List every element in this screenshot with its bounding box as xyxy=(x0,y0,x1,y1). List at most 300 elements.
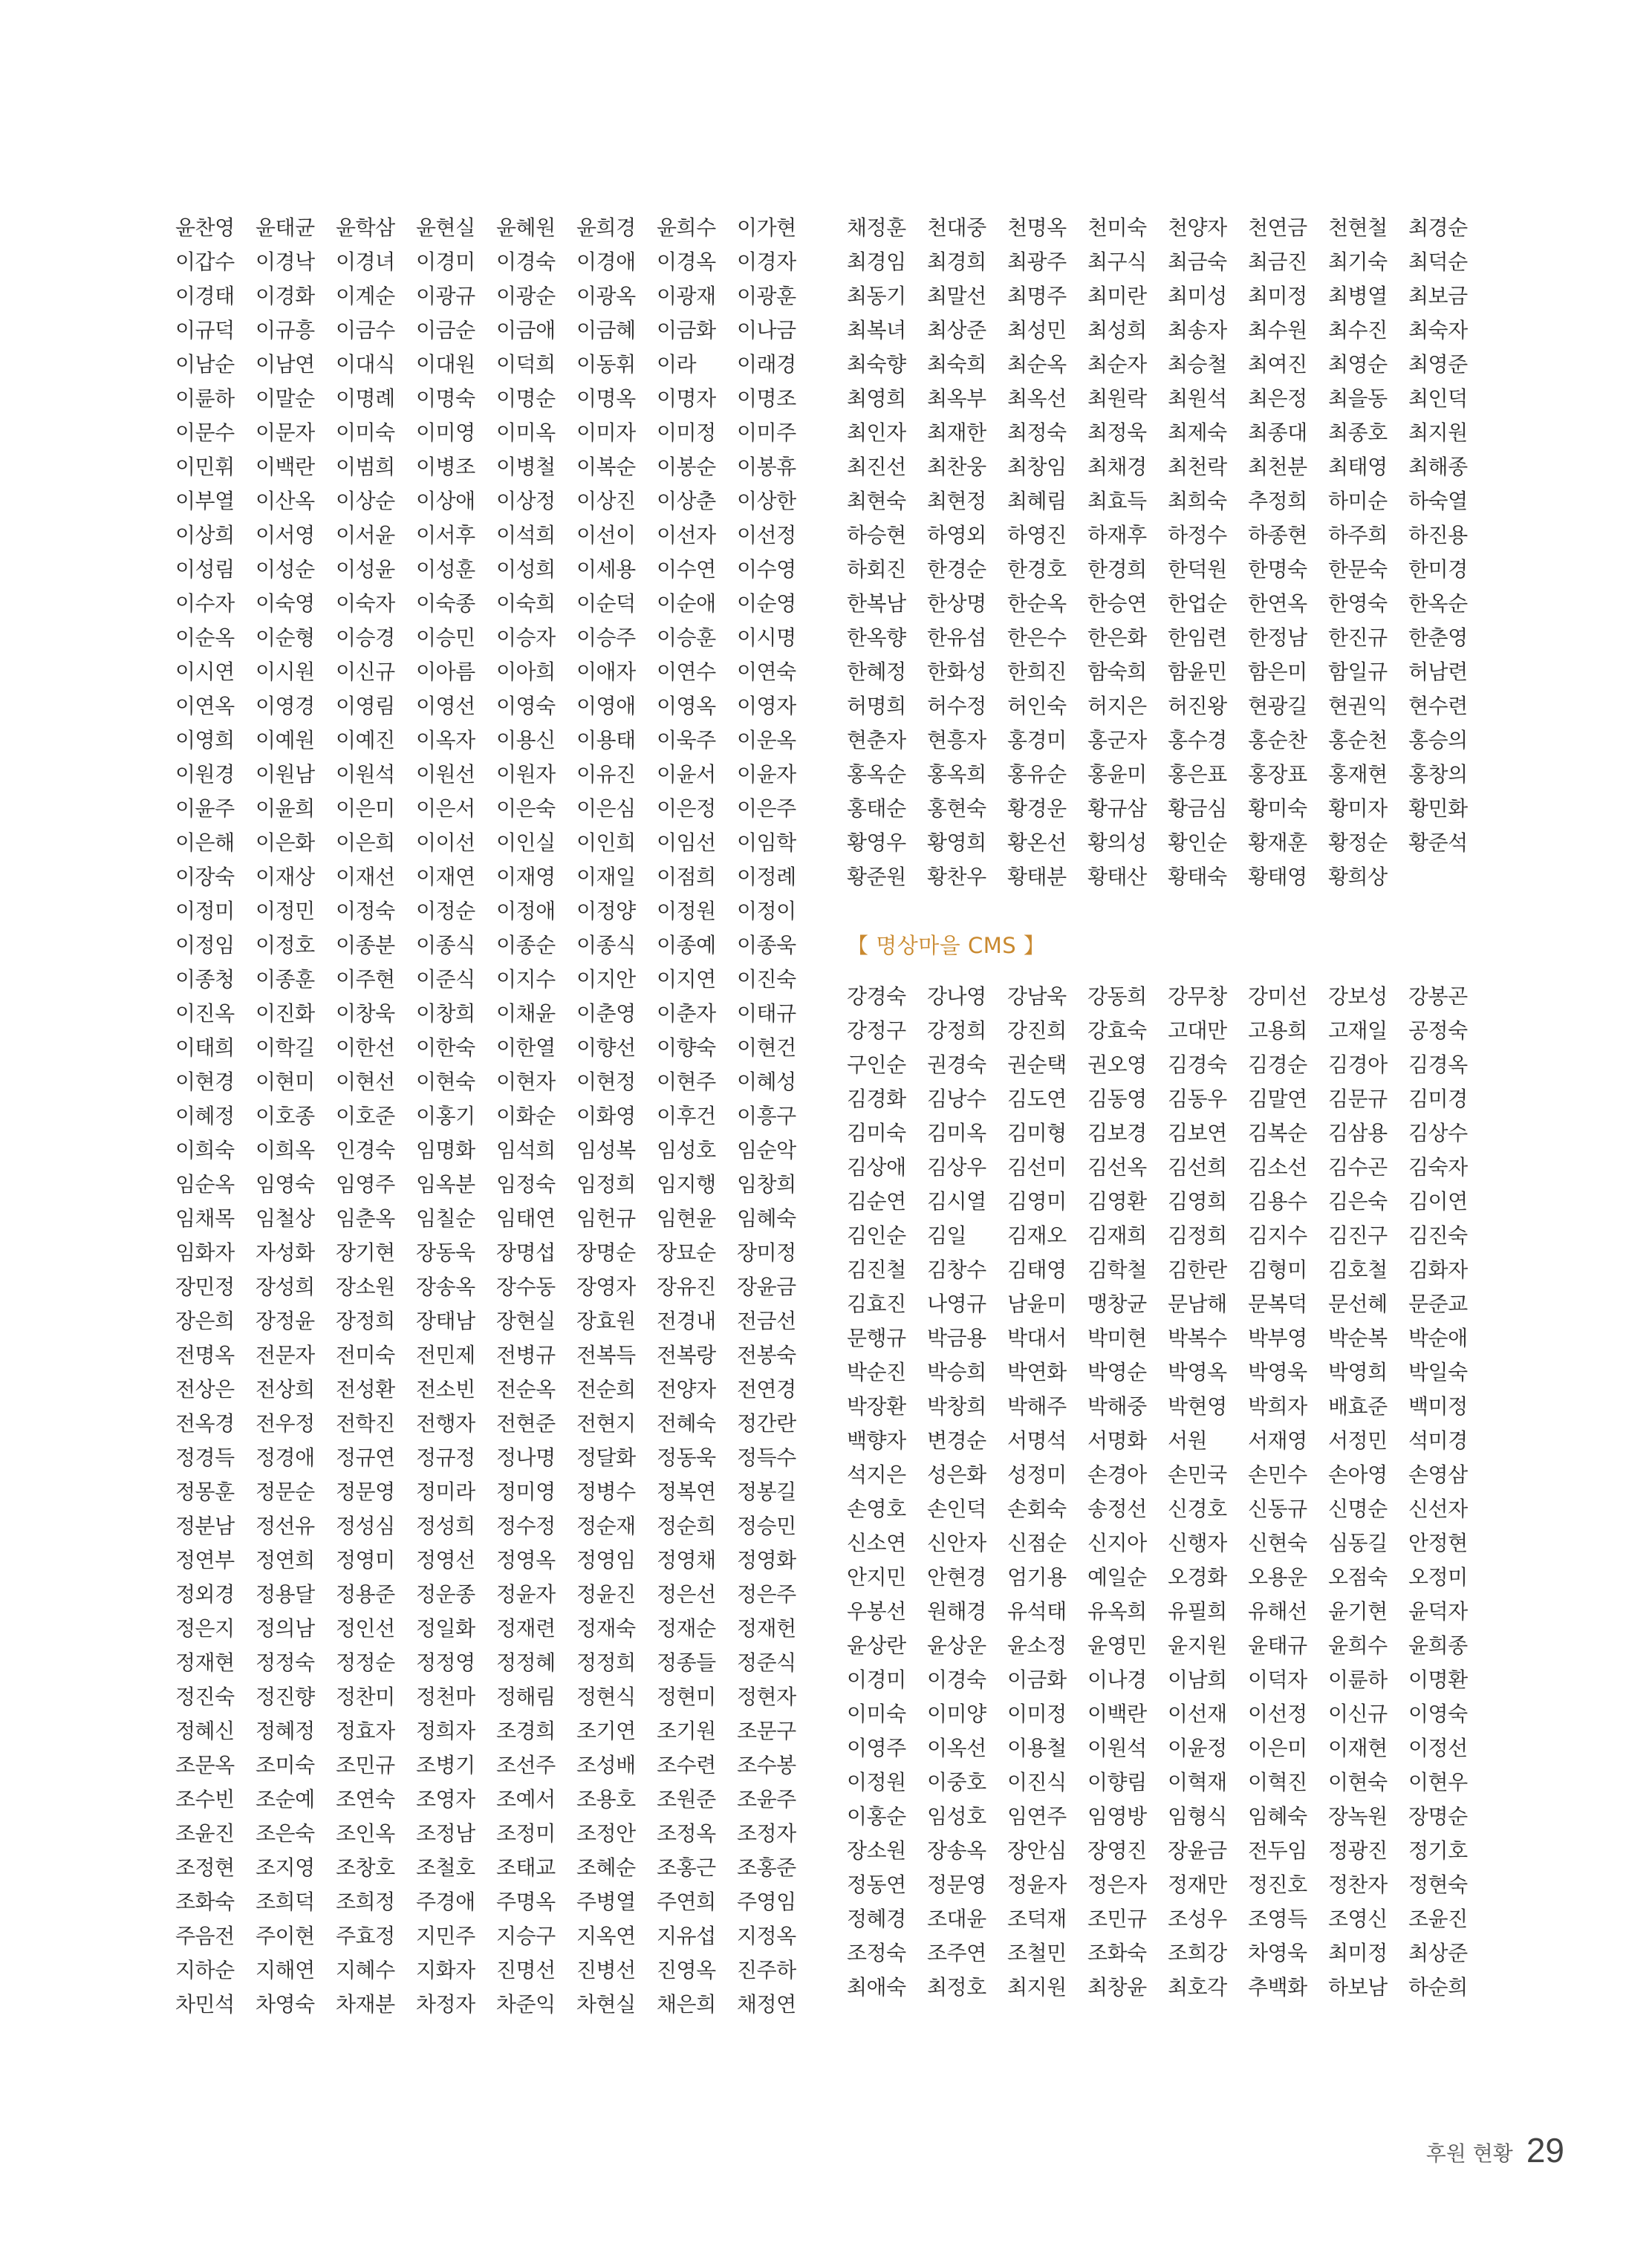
donor-name: 최종대 xyxy=(1248,420,1307,445)
donor-name: 이정숙 xyxy=(336,899,395,923)
donor-name: 전복랑 xyxy=(657,1343,716,1367)
name-row xyxy=(847,655,1486,689)
donor-name: 한정남 xyxy=(1248,625,1307,650)
donor-name: 김복순 xyxy=(1248,1121,1307,1145)
donor-name: 이종식 xyxy=(576,933,636,957)
donor-name: 정달화 xyxy=(576,1445,636,1470)
donor-name: 이혁재 xyxy=(1168,1770,1227,1794)
donor-name: 조선주 xyxy=(496,1753,556,1777)
donor-name: 정재련 xyxy=(496,1616,556,1641)
donor-name: 홍옥희 xyxy=(927,762,986,787)
donor-name: 정경애 xyxy=(256,1445,315,1470)
donor-name: 이규흥 xyxy=(256,318,315,342)
donor-name: 이나경 xyxy=(1087,1667,1147,1692)
donor-name: 홍수경 xyxy=(1168,728,1227,752)
donor-name: 원해경 xyxy=(927,1599,986,1624)
donor-name: 정의남 xyxy=(256,1616,315,1641)
donor-name: 장민정 xyxy=(175,1275,235,1299)
donor-name: 최인자 xyxy=(847,420,906,445)
name-row xyxy=(847,1253,1486,1287)
donor-name: 전현준 xyxy=(496,1411,556,1436)
donor-name: 임명화 xyxy=(416,1138,475,1162)
donor-name: 최미정 xyxy=(1328,1941,1388,1965)
donor-name: 이미영 xyxy=(416,420,475,445)
donor-name: 최찬웅 xyxy=(927,455,986,479)
donor-name: 정윤진 xyxy=(576,1582,636,1607)
donor-name: 최천락 xyxy=(1168,455,1227,479)
donor-name: 추백화 xyxy=(1248,1975,1307,1999)
donor-name: 김상수 xyxy=(1408,1121,1468,1145)
donor-name: 이옥자 xyxy=(416,728,475,752)
donor-name: 손영삼 xyxy=(1408,1462,1468,1487)
donor-name: 최창임 xyxy=(1007,455,1067,479)
donor-name: 이병조 xyxy=(416,455,475,479)
donor-name: 전상은 xyxy=(175,1377,235,1402)
donor-name: 최수진 xyxy=(1328,318,1388,342)
donor-name: 조정안 xyxy=(576,1821,636,1846)
donor-name: 강미선 xyxy=(1248,984,1307,1009)
donor-name: 이향선 xyxy=(576,1035,636,1060)
donor-name: 이창희 xyxy=(416,1001,475,1026)
donor-name: 황정순 xyxy=(1328,830,1388,855)
donor-name: 임연주 xyxy=(1007,1804,1067,1829)
name-row xyxy=(847,1766,1486,1800)
donor-name: 이백란 xyxy=(256,455,315,479)
donor-name: 조연숙 xyxy=(336,1787,395,1812)
donor-name: 이숙희 xyxy=(496,591,556,616)
donor-name: 이시원 xyxy=(256,660,315,684)
donor-name: 조화숙 xyxy=(1087,1941,1147,1965)
donor-name: 윤혜원 xyxy=(496,215,556,240)
name-row xyxy=(847,279,1486,313)
page-footer xyxy=(1426,2124,1564,2169)
donor-name: 전현지 xyxy=(576,1411,636,1436)
donor-name: 조희정 xyxy=(336,1890,395,1914)
donor-name: 하재후 xyxy=(1087,523,1147,547)
donor-name: 이남순 xyxy=(175,352,235,377)
name-row xyxy=(847,980,1486,1014)
donor-name: 최정욱 xyxy=(1087,420,1147,445)
donor-name: 이수연 xyxy=(657,557,716,582)
donor-name: 송정선 xyxy=(1087,1497,1147,1521)
donor-name: 이홍순 xyxy=(847,1804,906,1829)
name-row xyxy=(175,211,814,245)
donor-name: 조화숙 xyxy=(175,1890,235,1914)
donor-name: 이순덕 xyxy=(576,591,636,616)
donor-name: 임정희 xyxy=(576,1172,636,1197)
name-row xyxy=(175,997,814,1031)
donor-name: 김은숙 xyxy=(1328,1189,1388,1214)
donor-name: 하승현 xyxy=(847,523,906,547)
donor-name: 이순형 xyxy=(256,625,315,650)
donor-name: 하미순 xyxy=(1328,489,1388,513)
donor-name: 정병수 xyxy=(576,1480,636,1504)
donor-name: 서정민 xyxy=(1328,1428,1388,1453)
donor-name: 윤소정 xyxy=(1007,1633,1067,1658)
donor-name: 장정희 xyxy=(336,1309,395,1333)
donor-name: 이영애 xyxy=(576,694,636,718)
donor-name: 서원 xyxy=(1168,1428,1208,1453)
donor-name: 이채윤 xyxy=(496,1001,556,1026)
donor-name: 최지원 xyxy=(1408,420,1468,445)
donor-name: 강무창 xyxy=(1168,984,1227,1009)
name-row xyxy=(175,1304,814,1338)
donor-name: 이문수 xyxy=(175,420,235,445)
donor-name: 최종호 xyxy=(1328,420,1388,445)
donor-name: 이인실 xyxy=(496,830,556,855)
donor-name: 장은희 xyxy=(175,1309,235,1333)
donor-name: 임순악 xyxy=(737,1138,796,1162)
donor-name: 이종욱 xyxy=(737,933,796,957)
donor-name: 최정호 xyxy=(927,1975,986,1999)
donor-name: 조병기 xyxy=(416,1753,475,1777)
donor-name: 한명숙 xyxy=(1248,557,1307,582)
donor-name: 이경숙 xyxy=(496,250,556,274)
donor-name: 이진식 xyxy=(1007,1770,1067,1794)
donor-name: 한경호 xyxy=(1007,557,1067,582)
donor-name: 함은미 xyxy=(1248,660,1307,684)
donor-name: 유필희 xyxy=(1168,1599,1227,1624)
donor-name: 이향숙 xyxy=(657,1035,716,1060)
donor-name: 장윤금 xyxy=(737,1275,796,1299)
donor-name: 조덕재 xyxy=(1007,1907,1067,1931)
donor-name: 이정례 xyxy=(737,865,796,889)
donor-name: 신행자 xyxy=(1168,1531,1227,1555)
donor-name: 조홍근 xyxy=(657,1855,716,1880)
donor-name: 허수정 xyxy=(927,694,986,718)
donor-name: 지혜수 xyxy=(336,1958,395,1982)
donor-name: 강동희 xyxy=(1087,984,1147,1009)
donor-name: 정득수 xyxy=(737,1445,796,1470)
name-row xyxy=(175,313,814,348)
donor-name: 이영림 xyxy=(336,694,395,718)
name-row xyxy=(847,1970,1486,2005)
name-row xyxy=(847,1663,1486,1697)
donor-name: 정나명 xyxy=(496,1445,556,1470)
donor-name: 주경애 xyxy=(416,1890,475,1914)
name-row xyxy=(847,860,1486,894)
name-row xyxy=(847,1629,1486,1663)
donor-name: 이순영 xyxy=(737,591,796,616)
donor-name: 김선미 xyxy=(1007,1155,1067,1179)
donor-name: 서재영 xyxy=(1248,1428,1307,1453)
donor-name: 이미양 xyxy=(927,1702,986,1726)
name-row xyxy=(847,1800,1486,1834)
donor-name: 이은주 xyxy=(737,796,796,821)
donor-name: 이금화 xyxy=(657,318,716,342)
name-row xyxy=(847,1116,1486,1151)
donor-name: 장소원 xyxy=(336,1275,395,1299)
name-row xyxy=(175,1817,814,1851)
donor-name: 황민화 xyxy=(1408,796,1468,821)
donor-name: 전순옥 xyxy=(496,1377,556,1402)
name-row xyxy=(847,689,1486,723)
donor-name: 조지영 xyxy=(256,1855,315,1880)
donor-name: 이시명 xyxy=(737,625,796,650)
donor-name: 최병열 xyxy=(1328,284,1388,308)
donor-name: 조민규 xyxy=(336,1753,395,1777)
donor-name: 이성희 xyxy=(496,557,556,582)
donor-name: 손민수 xyxy=(1248,1462,1307,1487)
donor-name: 최영희 xyxy=(847,386,906,411)
donor-name: 함일규 xyxy=(1328,660,1388,684)
donor-name: 현권익 xyxy=(1328,694,1388,718)
donor-name: 정몽훈 xyxy=(175,1480,235,1504)
donor-name: 이상진 xyxy=(576,489,636,513)
donor-name: 정찬자 xyxy=(1328,1872,1388,1897)
donor-name: 이미정 xyxy=(1007,1702,1067,1726)
donor-name: 이명숙 xyxy=(416,386,475,411)
donor-name: 배효준 xyxy=(1328,1394,1388,1419)
donor-name: 김용수 xyxy=(1248,1189,1307,1214)
donor-name: 차민석 xyxy=(175,1992,235,2017)
donor-name: 조은숙 xyxy=(256,1821,315,1846)
donor-name: 이미주 xyxy=(737,420,796,445)
donor-name: 이명순 xyxy=(496,386,556,411)
donor-name: 이원경 xyxy=(175,762,235,787)
donor-name: 김말연 xyxy=(1248,1087,1307,1111)
donor-name: 홍창의 xyxy=(1408,762,1468,787)
donor-name: 정현식 xyxy=(576,1685,636,1709)
donor-name: 박순복 xyxy=(1328,1326,1388,1350)
donor-name: 진병선 xyxy=(576,1958,636,1982)
donor-name: 임철상 xyxy=(256,1206,315,1231)
donor-name: 김도연 xyxy=(1007,1087,1067,1111)
donor-name: 이덕자 xyxy=(1248,1667,1307,1692)
name-row xyxy=(847,348,1486,382)
donor-name: 이부열 xyxy=(175,489,235,513)
donor-name: 조희강 xyxy=(1168,1941,1227,1965)
donor-name: 정연희 xyxy=(256,1548,315,1572)
donor-name: 최지원 xyxy=(1007,1975,1067,1999)
donor-name: 황찬우 xyxy=(927,865,986,889)
donor-name: 조인옥 xyxy=(336,1821,395,1846)
donor-name: 이현숙 xyxy=(416,1070,475,1094)
donor-name: 황태영 xyxy=(1248,865,1307,889)
donor-name: 허지은 xyxy=(1087,694,1147,718)
donor-name: 정찬미 xyxy=(336,1685,395,1709)
donor-name: 진명선 xyxy=(496,1958,556,1982)
donor-name: 최해종 xyxy=(1408,455,1468,479)
donor-name: 하숙열 xyxy=(1408,489,1468,513)
donor-name: 홍윤미 xyxy=(1087,762,1147,787)
donor-name: 이영숙 xyxy=(1408,1702,1468,1726)
name-row xyxy=(847,1526,1486,1561)
donor-name: 황준석 xyxy=(1408,830,1468,855)
donor-name: 장명섭 xyxy=(496,1240,556,1265)
donor-name: 전연경 xyxy=(737,1377,796,1402)
donor-name: 정성심 xyxy=(336,1514,395,1538)
donor-name: 박영순 xyxy=(1087,1360,1147,1384)
donor-name: 조대윤 xyxy=(927,1907,986,1931)
donor-name: 이후건 xyxy=(657,1104,716,1128)
donor-name: 이현건 xyxy=(737,1035,796,1060)
donor-name: 이상애 xyxy=(416,489,475,513)
donor-name: 조영신 xyxy=(1328,1907,1388,1931)
donor-name: 김보연 xyxy=(1168,1121,1227,1145)
donor-name: 김상애 xyxy=(847,1155,906,1179)
donor-name: 이선자 xyxy=(657,523,716,547)
donor-name: 이경낙 xyxy=(256,250,315,274)
donor-name: 조수련 xyxy=(657,1753,716,1777)
donor-name: 이영희 xyxy=(175,728,235,752)
donor-name: 전병규 xyxy=(496,1343,556,1367)
donor-name: 조문구 xyxy=(737,1719,796,1743)
donor-name: 이라 xyxy=(657,352,697,377)
donor-name: 채은희 xyxy=(657,1992,716,2017)
donor-name: 박부영 xyxy=(1248,1326,1307,1350)
donor-name: 이경화 xyxy=(256,284,315,308)
name-row xyxy=(175,1509,814,1543)
donor-name: 이정선 xyxy=(1408,1736,1468,1760)
donor-name: 박승희 xyxy=(927,1360,986,1384)
name-row xyxy=(847,1731,1486,1766)
donor-name: 장송옥 xyxy=(416,1275,475,1299)
donor-name: 신안자 xyxy=(927,1531,986,1555)
donor-name: 자성화 xyxy=(256,1240,315,1265)
donor-name: 정재현 xyxy=(175,1650,235,1675)
name-row xyxy=(847,1595,1486,1629)
donor-name: 정현숙 xyxy=(1408,1872,1468,1897)
donor-name: 조정미 xyxy=(496,1821,556,1846)
donor-name: 이문자 xyxy=(256,420,315,445)
donor-name: 차재분 xyxy=(336,1992,395,2017)
donor-name: 김동우 xyxy=(1168,1087,1227,1111)
donor-name: 황태산 xyxy=(1087,865,1147,889)
donor-name: 조영득 xyxy=(1248,1907,1307,1931)
name-row xyxy=(847,484,1486,518)
name-row xyxy=(175,348,814,382)
donor-name: 이명례 xyxy=(336,386,395,411)
name-row xyxy=(175,1133,814,1168)
donor-name: 채정훈 xyxy=(847,215,906,240)
donor-name: 천연금 xyxy=(1248,215,1307,240)
donor-name: 홍옥순 xyxy=(847,762,906,787)
donor-name: 허명희 xyxy=(847,694,906,718)
name-row xyxy=(175,963,814,997)
name-row xyxy=(847,792,1486,826)
donor-name: 고재일 xyxy=(1328,1018,1388,1043)
name-row xyxy=(847,211,1486,245)
donor-name: 정해림 xyxy=(496,1685,556,1709)
donor-name: 하진용 xyxy=(1408,523,1468,547)
name-row xyxy=(175,1714,814,1748)
donor-name: 권경숙 xyxy=(927,1052,986,1077)
donor-name: 최경희 xyxy=(927,250,986,274)
donor-name: 홍군자 xyxy=(1087,728,1147,752)
donor-name: 김선희 xyxy=(1168,1155,1227,1179)
donor-name: 서명화 xyxy=(1087,1428,1147,1453)
donor-name: 정규정 xyxy=(416,1445,475,1470)
donor-name: 임성복 xyxy=(576,1138,636,1162)
donor-name: 문준교 xyxy=(1408,1292,1468,1316)
donor-name: 최여진 xyxy=(1248,352,1307,377)
donor-name: 이신규 xyxy=(336,660,395,684)
donor-name: 차정자 xyxy=(416,1992,475,2017)
donor-name: 변경순 xyxy=(927,1428,986,1453)
donor-name: 이순옥 xyxy=(175,625,235,650)
name-row xyxy=(175,1338,814,1373)
donor-name: 신동규 xyxy=(1248,1497,1307,1521)
name-row xyxy=(847,553,1486,587)
donor-name: 조정옥 xyxy=(657,1821,716,1846)
donor-name: 이중호 xyxy=(927,1770,986,1794)
donor-name: 주명옥 xyxy=(496,1890,556,1914)
donor-name: 하회진 xyxy=(847,557,906,582)
donor-name: 정진향 xyxy=(256,1685,315,1709)
donor-name: 채정연 xyxy=(737,1992,796,2017)
donor-name: 이숙자 xyxy=(336,591,395,616)
donor-name: 윤현실 xyxy=(416,215,475,240)
donor-name: 한복남 xyxy=(847,591,906,616)
donor-name: 이태희 xyxy=(175,1035,235,1060)
donor-name: 정용준 xyxy=(336,1582,395,1607)
donor-name: 박장환 xyxy=(847,1394,906,1419)
donor-name: 최성희 xyxy=(1087,318,1147,342)
donor-name: 이재현 xyxy=(1328,1736,1388,1760)
donor-name: 장미정 xyxy=(737,1240,796,1265)
donor-name: 하정수 xyxy=(1168,523,1227,547)
donor-name: 이승주 xyxy=(576,625,636,650)
donor-name: 서명석 xyxy=(1007,1428,1067,1453)
donor-name: 이현숙 xyxy=(1328,1770,1388,1794)
donor-name: 이진숙 xyxy=(737,967,796,992)
donor-name: 이순애 xyxy=(657,591,716,616)
donor-name: 최덕순 xyxy=(1408,250,1468,274)
donor-name: 문남해 xyxy=(1168,1292,1227,1316)
donor-name: 주음전 xyxy=(175,1924,235,1948)
donor-name: 이애자 xyxy=(576,660,636,684)
donor-name: 이희옥 xyxy=(256,1138,315,1162)
donor-name: 전복득 xyxy=(576,1343,636,1367)
name-row xyxy=(175,655,814,689)
donor-name: 성정미 xyxy=(1007,1462,1067,1487)
donor-name: 이금수 xyxy=(336,318,395,342)
donor-name: 이수자 xyxy=(175,591,235,616)
donor-name: 최창윤 xyxy=(1087,1975,1147,1999)
donor-name: 이상순 xyxy=(336,489,395,513)
donor-name: 박연화 xyxy=(1007,1360,1067,1384)
donor-name: 강봉곤 xyxy=(1408,984,1468,1009)
donor-name: 이광훈 xyxy=(737,284,796,308)
donor-name: 오정미 xyxy=(1408,1565,1468,1589)
donor-name: 최희숙 xyxy=(1168,489,1227,513)
donor-name: 유해선 xyxy=(1248,1599,1307,1624)
donor-name: 손인덕 xyxy=(927,1497,986,1521)
donor-name: 차현실 xyxy=(576,1992,636,2017)
left-name-column xyxy=(175,211,814,2022)
donor-name: 강효숙 xyxy=(1087,1018,1147,1043)
donor-name: 전성환 xyxy=(336,1377,395,1402)
donor-name: 하순희 xyxy=(1408,1975,1468,1999)
donor-name: 윤기현 xyxy=(1328,1599,1388,1624)
donor-name: 이륜하 xyxy=(1328,1667,1388,1692)
donor-name: 조철민 xyxy=(1007,1941,1067,1965)
donor-name: 이창욱 xyxy=(336,1001,395,1026)
donor-name: 최현정 xyxy=(927,489,986,513)
donor-name: 박영욱 xyxy=(1248,1360,1307,1384)
donor-name: 김진철 xyxy=(847,1257,906,1282)
donor-name: 전양자 xyxy=(657,1377,716,1402)
donor-name: 이은미 xyxy=(336,796,395,821)
name-row xyxy=(847,723,1486,758)
donor-name: 지유섭 xyxy=(657,1924,716,1948)
donor-name: 장기현 xyxy=(336,1240,395,1265)
donor-name: 이종분 xyxy=(336,933,395,957)
donor-name: 이미숙 xyxy=(847,1702,906,1726)
donor-name: 주영임 xyxy=(737,1890,796,1914)
donor-name: 이재일 xyxy=(576,865,636,889)
